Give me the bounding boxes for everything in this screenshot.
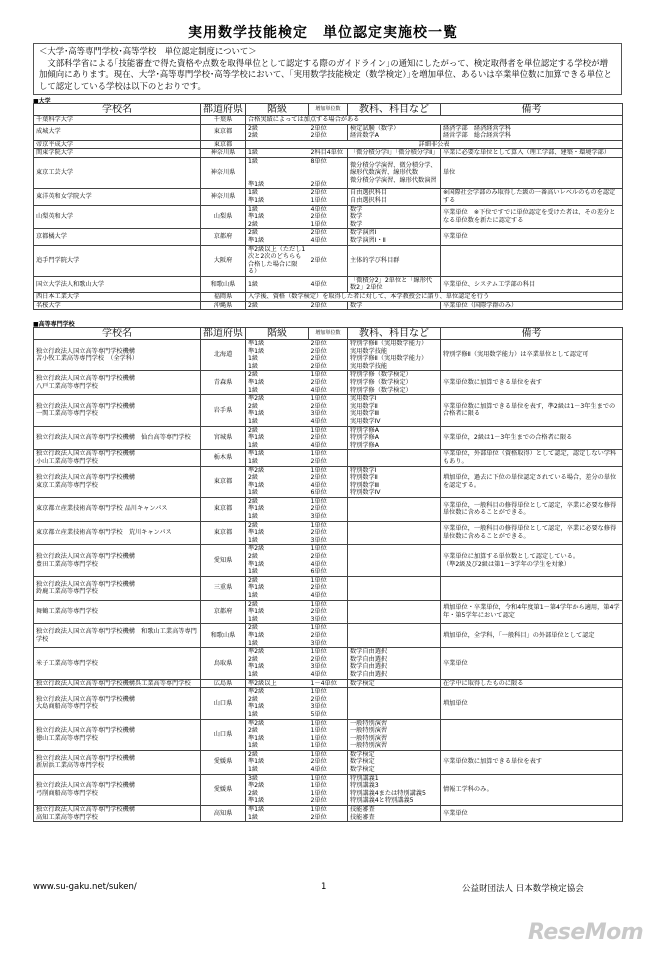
school-name: 独立行政法人国立高等専門学校機構 仙台高等専門学校 <box>34 426 201 450</box>
table-row <box>34 124 623 140</box>
credit-units: 2科目4単位 <box>309 149 348 158</box>
prefecture: 京都府 <box>201 229 246 245</box>
school-name: 国立大学法人和歌山大学 <box>34 276 201 292</box>
subject: 技能審査 技能審査 <box>348 806 441 822</box>
prefecture: 東京都 <box>201 140 246 149</box>
notes: 在学中に取得したものに限る <box>441 679 623 688</box>
credit-units: 1単位 2単位 3単位 <box>309 521 348 545</box>
kosen-table <box>33 327 623 822</box>
school-name: 帝京平成大学 <box>34 140 201 149</box>
credit-units: 1単位 2単位 3単位 4単位 <box>309 648 348 679</box>
intro-body: 文部科学省による｢技能審査で得た資格や点数を取得単位として認定する際のガイドライン｣の通知にしたがって、検定取得者を単位認定する学校が増加傾向にあります。現在、大学･高等専門学校･高等学校において、｢実用数学技能検定（数学検定）｣を増加単位、あるいは卒業単位数に加算できる単位として認定している学校は以下のとおりです。 <box>39 57 612 91</box>
prefecture: 鳥取県 <box>201 648 246 679</box>
subject: 特別学修（数学検定） 特別学修（数学検定） 特別学修（数学検定） <box>348 371 441 395</box>
prefecture: 北海道 <box>201 340 246 371</box>
kosen-section-label: ■高等専門学校 <box>33 321 75 328</box>
column-school-header: 学校名 <box>34 104 201 116</box>
grade-levels: 2級 準1級 <box>246 229 309 245</box>
column-subject-header: 教科、科目など <box>348 104 441 116</box>
credit-units: 1単位 2単位 3単位 <box>309 600 348 624</box>
notes <box>441 245 623 276</box>
school-name: 独立行政法人国立高等専門学校機構 高知工業高等専門学校 <box>34 806 201 822</box>
prefecture: 福岡県 <box>201 293 246 302</box>
school-name: 独立行政法人国立高等専門学校機構 八戸工業高等専門学校 <box>34 371 201 395</box>
prefecture: 和歌山県 <box>201 276 246 292</box>
grade-levels: 2級 準1級 1級 <box>246 624 309 648</box>
credit-units: 2単位 <box>309 245 348 276</box>
table-row <box>34 116 623 125</box>
credit-units: 1－4単位 <box>309 679 348 688</box>
prefecture: 宮城県 <box>201 426 246 450</box>
notes: 卒業単位 <box>441 229 623 245</box>
school-name: 独立行政法人国立高等専門学校機構 小山工業高等専門学校 <box>34 450 201 466</box>
table-row <box>34 371 623 395</box>
school-name: 東京都立産業技術高等専門学校 品川キャンパス <box>34 497 201 521</box>
school-name: 独立行政法人国立高等専門学校機構 大島商船高等専門学校 <box>34 688 201 719</box>
column-grade-header: 階級 <box>246 104 309 116</box>
notes: 卒業単位数に加算できる単位を表す <box>441 750 623 774</box>
table-row <box>34 545 623 576</box>
subject <box>348 624 441 648</box>
prefecture: 神奈川県 <box>201 157 246 188</box>
table-row <box>34 340 623 371</box>
subject <box>348 450 441 466</box>
subject: 数学演習Ⅰ 数学演習Ⅰ・Ⅱ <box>348 229 441 245</box>
subject: 微分積分学演習、微分積分学、線形代数演習、線形代数 微分積分学演習、線形代数演習 <box>348 157 441 188</box>
school-name: 千葉科学大学 <box>34 116 201 125</box>
table-row <box>34 426 623 450</box>
grade-levels: 3級 準2級 2級 準1級 <box>246 774 309 805</box>
credit-units: 1単位 2単位 4単位 <box>309 426 348 450</box>
notes: 卒業単位数に加算できる単位を表す，準2級は1－3年生までの合格者に限る <box>441 395 623 426</box>
page-title: 実用数学技能検定 単位認定実施校一覧 <box>188 25 458 41</box>
subject: 特別数学Ⅰ 特別数学Ⅱ 特別数学Ⅲ 特別数学Ⅳ <box>348 466 441 497</box>
grade-levels: 準2級 2級 準1級 1級 <box>246 688 309 719</box>
credit-units: 2単位 4単位 <box>309 229 348 245</box>
table-row <box>34 466 623 497</box>
combined-note: 入学後、資格（数学検定）を取得した者に対して、本学教授会に諮り、単位認定を行う <box>246 293 623 302</box>
credit-units: 1単位 1単位 1単位 2単位 <box>309 774 348 805</box>
credit-units: 1単位 2単位 4単位 6単位 <box>309 545 348 576</box>
grade-levels: 2級 準1級 1級 <box>246 371 309 395</box>
table-row <box>34 806 623 822</box>
grade-levels: 2級 準1級 1級 <box>246 576 309 600</box>
table-row <box>34 301 623 310</box>
column-notes-header: 備考 <box>441 328 623 340</box>
notes: 経済学部 経済経営学科 経営学部 総合経営学科 <box>441 124 623 140</box>
school-name: 独立行政法人国立高等専門学校機構 豊田工業高等専門学校 <box>34 545 201 576</box>
notes: 特別学修Ⅱ（実用数学能力）は卒業単位として認定可 <box>441 340 623 371</box>
grade-levels: 準2級 2級 準1級 1級 <box>246 545 309 576</box>
prefecture: 東京都 <box>201 124 246 140</box>
table-row <box>34 140 623 149</box>
notes: 情報工学科のみ。 <box>441 774 623 805</box>
school-name: 西日本工業大学 <box>34 293 201 302</box>
table-row <box>34 293 623 302</box>
grade-levels: 準2級 2級 準1級 1級 <box>246 648 309 679</box>
page-number: 1 <box>321 882 327 892</box>
school-name: 独立行政法人国立高等専門学校機構 徳山工業高等専門学校 <box>34 719 201 750</box>
table-row <box>34 600 623 624</box>
table-row <box>34 719 623 750</box>
credit-units: 1単位 2単位 <box>309 450 348 466</box>
university-table <box>33 103 623 310</box>
notes: 増加単位 <box>441 688 623 719</box>
subject: 実用数学Ⅰ 実用数学Ⅱ 実用数学Ⅲ 実用数学Ⅳ <box>348 395 441 426</box>
subject: 「微分積分学Ⅰ」「微分積分学Ⅱ」 <box>348 149 441 158</box>
notes: 卒業単位に加算する単位数として認定している。 （準2級及び2級は第1－3学年の学生を対象） <box>441 545 623 576</box>
prefecture: 千葉県 <box>201 116 246 125</box>
notes: 増加単位，全学科，「一般科目」の外部単位として認定 <box>441 624 623 648</box>
grade-levels: 2級 2級 <box>246 124 309 140</box>
subject: 一般特別演習 一般特別演習 一般特別演習 一般特別演習 <box>348 719 441 750</box>
prefecture: 神奈川県 <box>201 149 246 158</box>
table-row <box>34 149 623 158</box>
subject: 主体的学び科目群 <box>348 245 441 276</box>
prefecture: 高知県 <box>201 806 246 822</box>
school-name: 京都橘大学 <box>34 229 201 245</box>
school-name: 東京都立産業技術高等専門学校 荒川キャンパス <box>34 521 201 545</box>
column-school-header: 学校名 <box>34 328 201 340</box>
grade-levels: 2級 準1級 1級 <box>246 497 309 521</box>
prefecture: 愛知県 <box>201 545 246 576</box>
school-name: 独立行政法人国立高等専門学校機構 一関工業高等専門学校 <box>34 395 201 426</box>
credit-units: 2単位 2単位 2単位 2単位 <box>309 340 348 371</box>
subject: 数学 <box>348 301 441 310</box>
credit-units: 1単位 2単位 <box>309 806 348 822</box>
grade-levels: 2級 準1級 1級 <box>246 600 309 624</box>
credit-units: 1単位 2単位 4単位 <box>309 371 348 395</box>
column-notes-header: 備考 <box>441 104 623 116</box>
notes: 卒業単位 <box>441 806 623 822</box>
table-row <box>34 688 623 719</box>
table-row <box>34 276 623 292</box>
prefecture: 京都府 <box>201 600 246 624</box>
grade-levels: 1級 準1級 <box>246 189 309 205</box>
subject: 数学検定 <box>348 679 441 688</box>
prefecture: 東京都 <box>201 521 246 545</box>
subject: 検定試験（数学） 経営数学A <box>348 124 441 140</box>
grade-levels: 準2級以上（ただし1次と2次のどちらも合格した場合に限る） <box>246 245 309 276</box>
credit-units: 1単位 2単位 4単位 <box>309 576 348 600</box>
subject: 「微積分2」2単位と「線形代数2」2単位 <box>348 276 441 292</box>
notes: 増加単位・卒業単位，令和4年度第1－第4学年から適用，第4学年・第5学年において認定 <box>441 600 623 624</box>
table-row <box>34 205 623 229</box>
university-section-label: ■大学 <box>33 98 51 105</box>
grade-levels: 2級 準1級 1級 <box>246 750 309 774</box>
table-row <box>34 679 623 688</box>
school-name: 独立行政法人国立高等専門学校機構 東京工業高等専門学校 <box>34 466 201 497</box>
grade-levels: 準1級 準1級 1級 1級 <box>246 340 309 371</box>
grade-levels: 1級 準1級 2級 <box>246 205 309 229</box>
credit-units: 1単位 1単位 1単位 1単位 <box>309 719 348 750</box>
subject: 数学自由選択 数学自由選択 数学自由選択 数学自由選択 <box>348 648 441 679</box>
prefecture: 三重県 <box>201 576 246 600</box>
table-row <box>34 624 623 648</box>
prefecture: 東京都 <box>201 466 246 497</box>
school-name: 米子工業高等専門学校 <box>34 648 201 679</box>
prefecture: 大阪府 <box>201 245 246 276</box>
column-subject-header: 教科、科目など <box>348 328 441 340</box>
grade-levels: 1級 準1級 <box>246 157 309 188</box>
grade-levels: 2級 <box>246 301 309 310</box>
grade-levels: 準1級 1級 <box>246 450 309 466</box>
notes: 卒業単位，一般科目の修得単位として認定，卒業に必要な修得単位数に含めることができる。 <box>441 497 623 521</box>
intro-heading: ＜大学･高等専門学校･高等学校 単位認定制度について＞ <box>39 46 257 56</box>
prefecture: 山梨県 <box>201 205 246 229</box>
school-name: 独立行政法人国立高等専門学校機構 鈴鹿工業高等専門学校 <box>34 576 201 600</box>
subject <box>348 600 441 624</box>
table-row <box>34 189 623 205</box>
school-name: 独立行政法人国立高等専門学校機構 弓削商船高等専門学校 <box>34 774 201 805</box>
notes: 卒業単位（国際学群のみ） <box>441 301 623 310</box>
prefecture: 神奈川県 <box>201 189 246 205</box>
credit-units: 2単位 1単位 <box>309 189 348 205</box>
school-name: 山梨英和大学 <box>34 205 201 229</box>
school-name: 成城大学 <box>34 124 201 140</box>
grade-levels: 準1級 1級 <box>246 806 309 822</box>
subject: 数学 数学 数学 <box>348 205 441 229</box>
notes: ※国際社会学部のみ取得した級の一番高いレベルのものを認定する <box>441 189 623 205</box>
column-prefecture-header: 都道府県 <box>201 104 246 116</box>
table-row <box>34 245 623 276</box>
credit-units: 2単位 <box>309 301 348 310</box>
combined-note: 合格実績によっては加点する場合がある <box>246 116 623 125</box>
school-name: 追手門学院大学 <box>34 245 201 276</box>
notes: 卒業単位，2級は1－3年生までの合格者に限る <box>441 426 623 450</box>
grade-levels: 2級 準1級 1級 <box>246 521 309 545</box>
subject: 数学検定 数学検定 数学検定 <box>348 750 441 774</box>
table-row <box>34 648 623 679</box>
prefecture: 広島県 <box>201 679 246 688</box>
subject <box>348 497 441 521</box>
credit-units: 1単位 2単位 3単位 <box>309 624 348 648</box>
school-name: 舞鶴工業高等専門学校 <box>34 600 201 624</box>
school-name: 独立行政法人国立高等専門学校機構 苫小牧工業高等専門学校 （全学科） <box>34 340 201 371</box>
header-row <box>34 104 623 116</box>
grade-levels: 準2級以上 <box>246 679 309 688</box>
credit-units: 2単位 2単位 <box>309 124 348 140</box>
credit-units: 4単位 <box>309 276 348 292</box>
table-row <box>34 157 623 188</box>
school-name: 東京工芸大学 <box>34 157 201 188</box>
footer-organization: 公益財団法人 日本数学検定協会 <box>462 884 584 894</box>
table-row <box>34 450 623 466</box>
subject <box>348 576 441 600</box>
grade-levels: 1級 <box>246 149 309 158</box>
prefecture: 沖縄県 <box>201 301 246 310</box>
notes: 卒業単位，一般科目の修得単位として認定，卒業に必要な修得単位数に含めることができる。 <box>441 521 623 545</box>
notes: 増加単位，過去に下位の単位認定されている場合，差分の単位を認定する。 <box>441 466 623 497</box>
credit-units: 4単位 2単位 1単位 <box>309 205 348 229</box>
combined-note: 詳細非公表 <box>246 140 623 149</box>
grade-levels: 準2級 2級 準1級 1級 <box>246 466 309 497</box>
grade-levels: 準2級 2級 準1級 1級 <box>246 719 309 750</box>
subject: 自由選択科目 自由選択科目 <box>348 189 441 205</box>
prefecture: 東京都 <box>201 497 246 521</box>
notes: 卒業単位 <box>441 648 623 679</box>
prefecture: 和歌山県 <box>201 624 246 648</box>
table-row <box>34 497 623 521</box>
subject: 特別学修A 特別学修A 特別学修A <box>348 426 441 450</box>
table-row <box>34 576 623 600</box>
credit-units: 1単位 2単位 3単位 5単位 <box>309 688 348 719</box>
intro-box <box>33 43 622 95</box>
column-grade-header: 階級 <box>246 328 309 340</box>
subject: 特別学修Ⅱ（実用数学能力） 実用数学技能 特別学修Ⅱ（実用数学能力） 実用数学技能 <box>348 340 441 371</box>
notes: 卒業単位、システム工学部の科目 <box>441 276 623 292</box>
resemom-logo: ReseMom <box>528 920 644 945</box>
grade-levels: 1級 <box>246 276 309 292</box>
header-row <box>34 328 623 340</box>
table-row <box>34 521 623 545</box>
prefecture: 栃木県 <box>201 450 246 466</box>
table-row <box>34 229 623 245</box>
school-name: 独立行政法人国立高等専門学校機構呉工業高等専門学校 <box>34 679 201 688</box>
subject <box>348 545 441 576</box>
credit-units: 8単位 2単位 <box>309 157 348 188</box>
footer-url: www.su-gaku.net/suken/ <box>33 882 137 892</box>
school-name: 名桜大学 <box>34 301 201 310</box>
school-name: 関東学院大学 <box>34 149 201 158</box>
subject <box>348 521 441 545</box>
notes <box>441 719 623 750</box>
notes <box>441 576 623 600</box>
notes: 卒業に必要な単位として算入（理工学部、建築・環境学部） <box>441 149 623 158</box>
column-prefecture-header: 都道府県 <box>201 328 246 340</box>
grade-levels: 2級 準1級 1級 <box>246 426 309 450</box>
subject: 特別講義1 特別講義3 特別講義4または特別講義5 特別講義4と特別講義5 <box>348 774 441 805</box>
prefecture: 青森県 <box>201 371 246 395</box>
notes: 単位 <box>441 157 623 188</box>
prefecture: 愛媛県 <box>201 750 246 774</box>
prefecture: 山口県 <box>201 688 246 719</box>
grade-levels: 準2級 2級 準1級 1級 <box>246 395 309 426</box>
subject <box>348 688 441 719</box>
column-units-header: 増加単位数 <box>309 104 348 116</box>
column-units-header: 増加単位数 <box>309 328 348 340</box>
table-row <box>34 395 623 426</box>
school-name: 東洋英和女学院大学 <box>34 189 201 205</box>
table-row <box>34 774 623 805</box>
credit-units: 1単位 2単位 3単位 <box>309 497 348 521</box>
notes: 卒業単位 ※下位ですでに単位認定を受けた者は、その差分となる単位数を新たに認定する <box>441 205 623 229</box>
school-name: 独立行政法人国立高等専門学校機構 新居浜工業高等専門学校 <box>34 750 201 774</box>
credit-units: 1単位 2単位 4単位 6単位 <box>309 466 348 497</box>
school-name: 独立行政法人国立高等専門学校機構 和歌山工業高等専門学校 <box>34 624 201 648</box>
notes: 卒業単位数に加算できる単位を表す <box>441 371 623 395</box>
prefecture: 愛媛県 <box>201 774 246 805</box>
prefecture: 岩手県 <box>201 395 246 426</box>
prefecture: 山口県 <box>201 719 246 750</box>
credit-units: 1単位 2単位 3単位 4単位 <box>309 395 348 426</box>
credit-units: 1単位 2単位 4単位 <box>309 750 348 774</box>
notes: 卒業単位，外部単位（資格取得）として認定，認定しない学科もあり。 <box>441 450 623 466</box>
table-row <box>34 750 623 774</box>
